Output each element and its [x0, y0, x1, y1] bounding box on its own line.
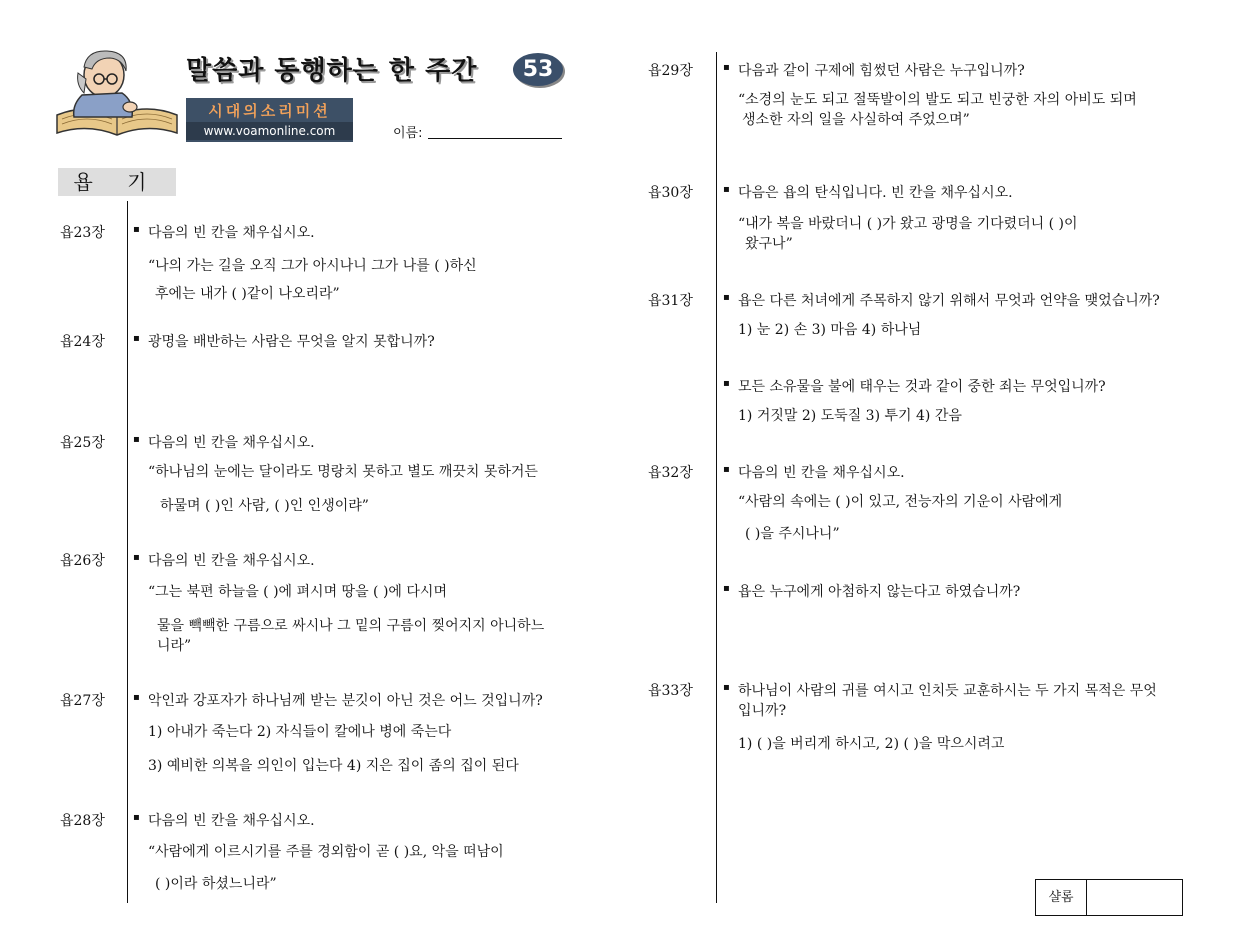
question-text: 악인과 강포자가 하나님께 받는 분깃이 아닌 것은 어느 것입니까?: [148, 693, 543, 709]
bullet-icon: ▪: [723, 682, 730, 693]
question-line: 왔구나”: [745, 236, 793, 252]
question-text: 욥은 다른 처녀에게 주목하지 않기 위해서 무엇과 언약을 맺었습니까?: [738, 293, 1160, 309]
question-line: 후에는 내가 ( )같이 나오리라”: [155, 286, 340, 302]
chapter-label: 욥28장: [60, 813, 105, 829]
score-field[interactable]: [1087, 880, 1182, 915]
bullet-icon: ▪: [723, 62, 730, 73]
chapter-label: 욥27장: [60, 693, 105, 709]
question-line: 생소한 자의 일을 사실하여 주었으며”: [742, 112, 970, 128]
question-line: 니라”: [157, 638, 192, 654]
score-box: [1035, 879, 1183, 916]
question-text: 다음의 빈 칸을 채우십시오.: [148, 435, 315, 451]
chapter-label: 욥30장: [648, 185, 693, 201]
question-text: 욥은 누구에게 아첨하지 않는다고 하였습니까?: [738, 584, 1021, 600]
chapter-label: 욥33장: [648, 683, 693, 699]
answer-options: 1) 거짓말 2) 도둑질 3) 투기 4) 간음: [738, 408, 962, 424]
bullet-icon: ▪: [723, 292, 730, 303]
brand-url: www.voamonline.com: [186, 122, 353, 140]
answer-options: 3) 예비한 의복을 의인이 입는다 4) 지은 집이 좀의 집이 된다: [148, 758, 519, 774]
question-text: 다음의 빈 칸을 채우십시오.: [738, 465, 905, 481]
left-column-divider: [127, 201, 128, 903]
question-line: 1) ( )을 버리게 하시고, 2) ( )을 막으시려고: [738, 736, 1005, 752]
chapter-label: 욥32장: [648, 465, 693, 481]
name-field-line[interactable]: [428, 138, 562, 139]
question-text: 다음은 욥의 탄식입니다. 빈 칸을 채우십시오.: [738, 185, 1013, 201]
question-text: 다음의 빈 칸을 채우십시오.: [148, 813, 315, 829]
answer-options: 1) 아내가 죽는다 2) 자식들이 칼에나 병에 죽는다: [148, 724, 452, 740]
bullet-icon: ▪: [723, 583, 730, 594]
bullet-icon: ▪: [133, 434, 140, 445]
question-text: 하나님이 사람의 귀를 여시고 인치듯 교훈하시는 두 가지 목적은 무엇: [738, 683, 1157, 699]
bullet-icon: ▪: [133, 552, 140, 563]
chapter-label: 욥31장: [648, 293, 693, 309]
question-text: 다음의 빈 칸을 채우십시오.: [148, 225, 315, 241]
page-title: 말씀과 동행하는 한 주간: [186, 56, 478, 86]
question-line: “소경의 눈도 되고 절뚝발이의 발도 되고 빈궁한 자의 아비도 되며: [738, 92, 1137, 108]
bullet-icon: ▪: [133, 333, 140, 344]
question-line: “내가 복을 바랐더니 ( )가 왔고 광명을 기다렸더니 ( )이: [738, 216, 1078, 232]
chapter-label: 욥26장: [60, 553, 105, 569]
question-line: “그는 북편 하늘을 ( )에 펴시며 땅을 ( )에 다시며: [148, 584, 447, 600]
question-line: “사람에게 이르시기를 주를 경외함이 곧 ( )요, 악을 떠남이: [148, 844, 504, 860]
question-text-continued: 입니까?: [738, 703, 787, 719]
question-line: ( )을 주시나니”: [745, 526, 840, 542]
brand-name: 시대의소리미션: [208, 102, 331, 120]
question-line: “사람의 속에는 ( )이 있고, 전능자의 기운이 사람에게: [738, 494, 1063, 510]
question-line: “하나님의 눈에는 달이라도 명랑치 못하고 별도 깨끗치 못하거든: [148, 464, 538, 480]
bullet-icon: ▪: [723, 378, 730, 389]
chapter-label: 욥25장: [60, 435, 105, 451]
bullet-icon: ▪: [723, 464, 730, 475]
reading-grandpa-illustration: [52, 45, 182, 140]
brand-block: [186, 98, 353, 142]
question-text: 다음과 같이 구제에 힘썼던 사람은 누구입니까?: [738, 63, 1025, 79]
score-label: 샬롬: [1036, 880, 1087, 915]
book-heading: 욥 기: [58, 168, 176, 196]
chapter-label: 욥23장: [60, 225, 105, 241]
right-column-divider: [716, 52, 717, 903]
answer-options: 1) 눈 2) 손 3) 마음 4) 하나님: [738, 322, 922, 338]
bullet-icon: ▪: [133, 692, 140, 703]
chapter-label: 욥24장: [60, 334, 105, 350]
question-text: 모든 소유물을 불에 태우는 것과 같이 중한 죄는 무엇입니까?: [738, 379, 1106, 395]
chapter-label: 욥29장: [648, 63, 693, 79]
bullet-icon: ▪: [133, 224, 140, 235]
bullet-icon: ▪: [723, 184, 730, 195]
question-line: ( )이라 하셨느니라”: [155, 876, 277, 892]
issue-number-badge: 53: [513, 53, 563, 86]
question-text: 광명을 배반하는 사람은 무엇을 알지 못합니까?: [148, 334, 435, 350]
question-line: “나의 가는 길을 오직 그가 아시나니 그가 나를 ( )하신: [148, 258, 477, 274]
question-line: 물을 빽빽한 구름으로 싸시나 그 밑의 구름이 찢어지지 아니하느: [157, 618, 545, 634]
question-text: 다음의 빈 칸을 채우십시오.: [148, 553, 315, 569]
name-label: 이름:: [393, 126, 423, 141]
question-line: 하물며 ( )인 사람, ( )인 인생이랴”: [160, 498, 369, 514]
bullet-icon: ▪: [133, 812, 140, 823]
